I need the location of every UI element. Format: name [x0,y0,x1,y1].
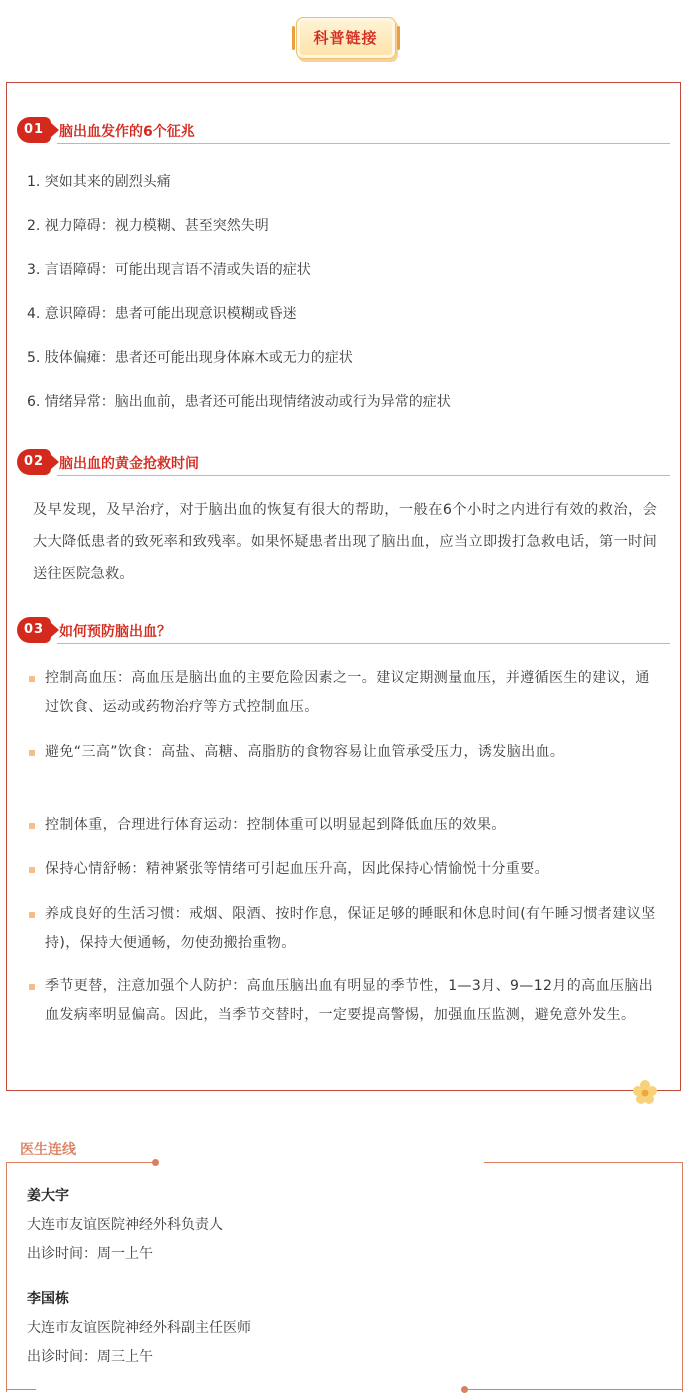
prevention-item: 季节更替，注意加强个人防护：高血压脑出血有明显的季节性，1—3月、9—12月的高血压脑出血发病率明显偏高。因此，当季节交替时，一定要提高警惕，加强血压监测，避免意外发生。 [45,978,654,1023]
prevention-item: 养成良好的生活习惯：戒烟、限酒、按时作息，保证足够的睡眠和休息时间(有午睡习惯者建议坚持)，保持大便通畅，勿使劲搬抬重物。 [45,906,656,951]
section-header-03 [17,617,670,645]
sign-item: 2. 视力障碍：视力模糊、甚至突然失明 [27,218,269,234]
frame-line [484,1162,683,1163]
frame-line [682,1162,683,1392]
frame-line [6,1162,7,1392]
doctor-name: 李国栋 [27,1291,69,1307]
section-number: 02 [17,449,51,475]
sign-item: 5. 肢体偏瘫：患者还可能出现身体麻木或无力的症状 [27,350,353,366]
bullet-marker [29,823,35,829]
section-divider [57,475,670,476]
doctor-name: 姜大宇 [27,1188,69,1204]
frame-line [6,1162,156,1163]
flower-icon [633,1080,657,1104]
badge-wrap [0,17,691,59]
section-number: 01 [17,117,51,143]
section-header-01 [17,117,670,145]
bullet-marker [29,912,35,918]
prevention-item: 控制高血压：高血压是脑出血的主要危险因素之一。建议定期测量血压，并遵循医生的建议，通过饮食、运动或药物治疗等方式控制血压。 [45,670,650,715]
bullet-marker [29,867,35,873]
science-link-badge: 科普链接 [296,17,396,59]
section-number: 03 [17,617,51,643]
content-card [6,82,681,1091]
doctor-clinic-time: 出诊时间：周三上午 [27,1349,153,1365]
prevention-item: 避免“三高”饮食：高盐、高糖、高脂肪的食物容易让血管承受压力，诱发脑出血。 [45,744,565,760]
sign-item: 4. 意识障碍：患者可能出现意识模糊或昏迷 [27,306,297,322]
section-divider [57,643,670,644]
frame-dot [461,1386,468,1393]
frame-line [465,1389,683,1390]
doctor-title: 大连市友谊医院神经外科副主任医师 [27,1320,251,1336]
doctors-title: 医生连线 [20,1142,76,1158]
sign-item: 3. 言语障碍：可能出现言语不清或失语的症状 [27,262,311,278]
section-title: 脑出血发作的6个征兆 [59,124,195,140]
doctor-clinic-time: 出诊时间：周一上午 [27,1246,153,1262]
bullet-marker [29,750,35,756]
section-header-02 [17,449,670,477]
sign-item: 6. 情绪异常：脑出血前，患者还可能出现情绪波动或行为异常的症状 [27,394,451,410]
frame-dot [152,1159,159,1166]
golden-time-paragraph: 及早发现，及早治疗，对于脑出血的恢复有很大的帮助，一般在6个小时之内进行有效的救治，会大大降低患者的致死率和致残率。如果怀疑患者出现了脑出血，应当立即拨打急救电话，第一时间送往医院急救。 [33,502,657,582]
bullet-marker [29,676,35,682]
doctor-title: 大连市友谊医院神经外科负责人 [27,1217,223,1233]
prevention-item: 控制体重，合理进行体育运动：控制体重可以明显起到降低血压的效果。 [45,817,506,833]
section-title: 如何预防脑出血？ [59,624,171,640]
prevention-item: 保持心情舒畅：精神紧张等情绪可引起血压升高，因此保持心情愉悦十分重要。 [45,861,549,877]
section-divider [57,143,670,144]
sign-item: 1. 突如其来的剧烈头痛 [27,174,171,190]
frame-line [6,1389,36,1390]
bullet-marker [29,984,35,990]
section-title: 脑出血的黄金抢救时间 [59,456,199,472]
